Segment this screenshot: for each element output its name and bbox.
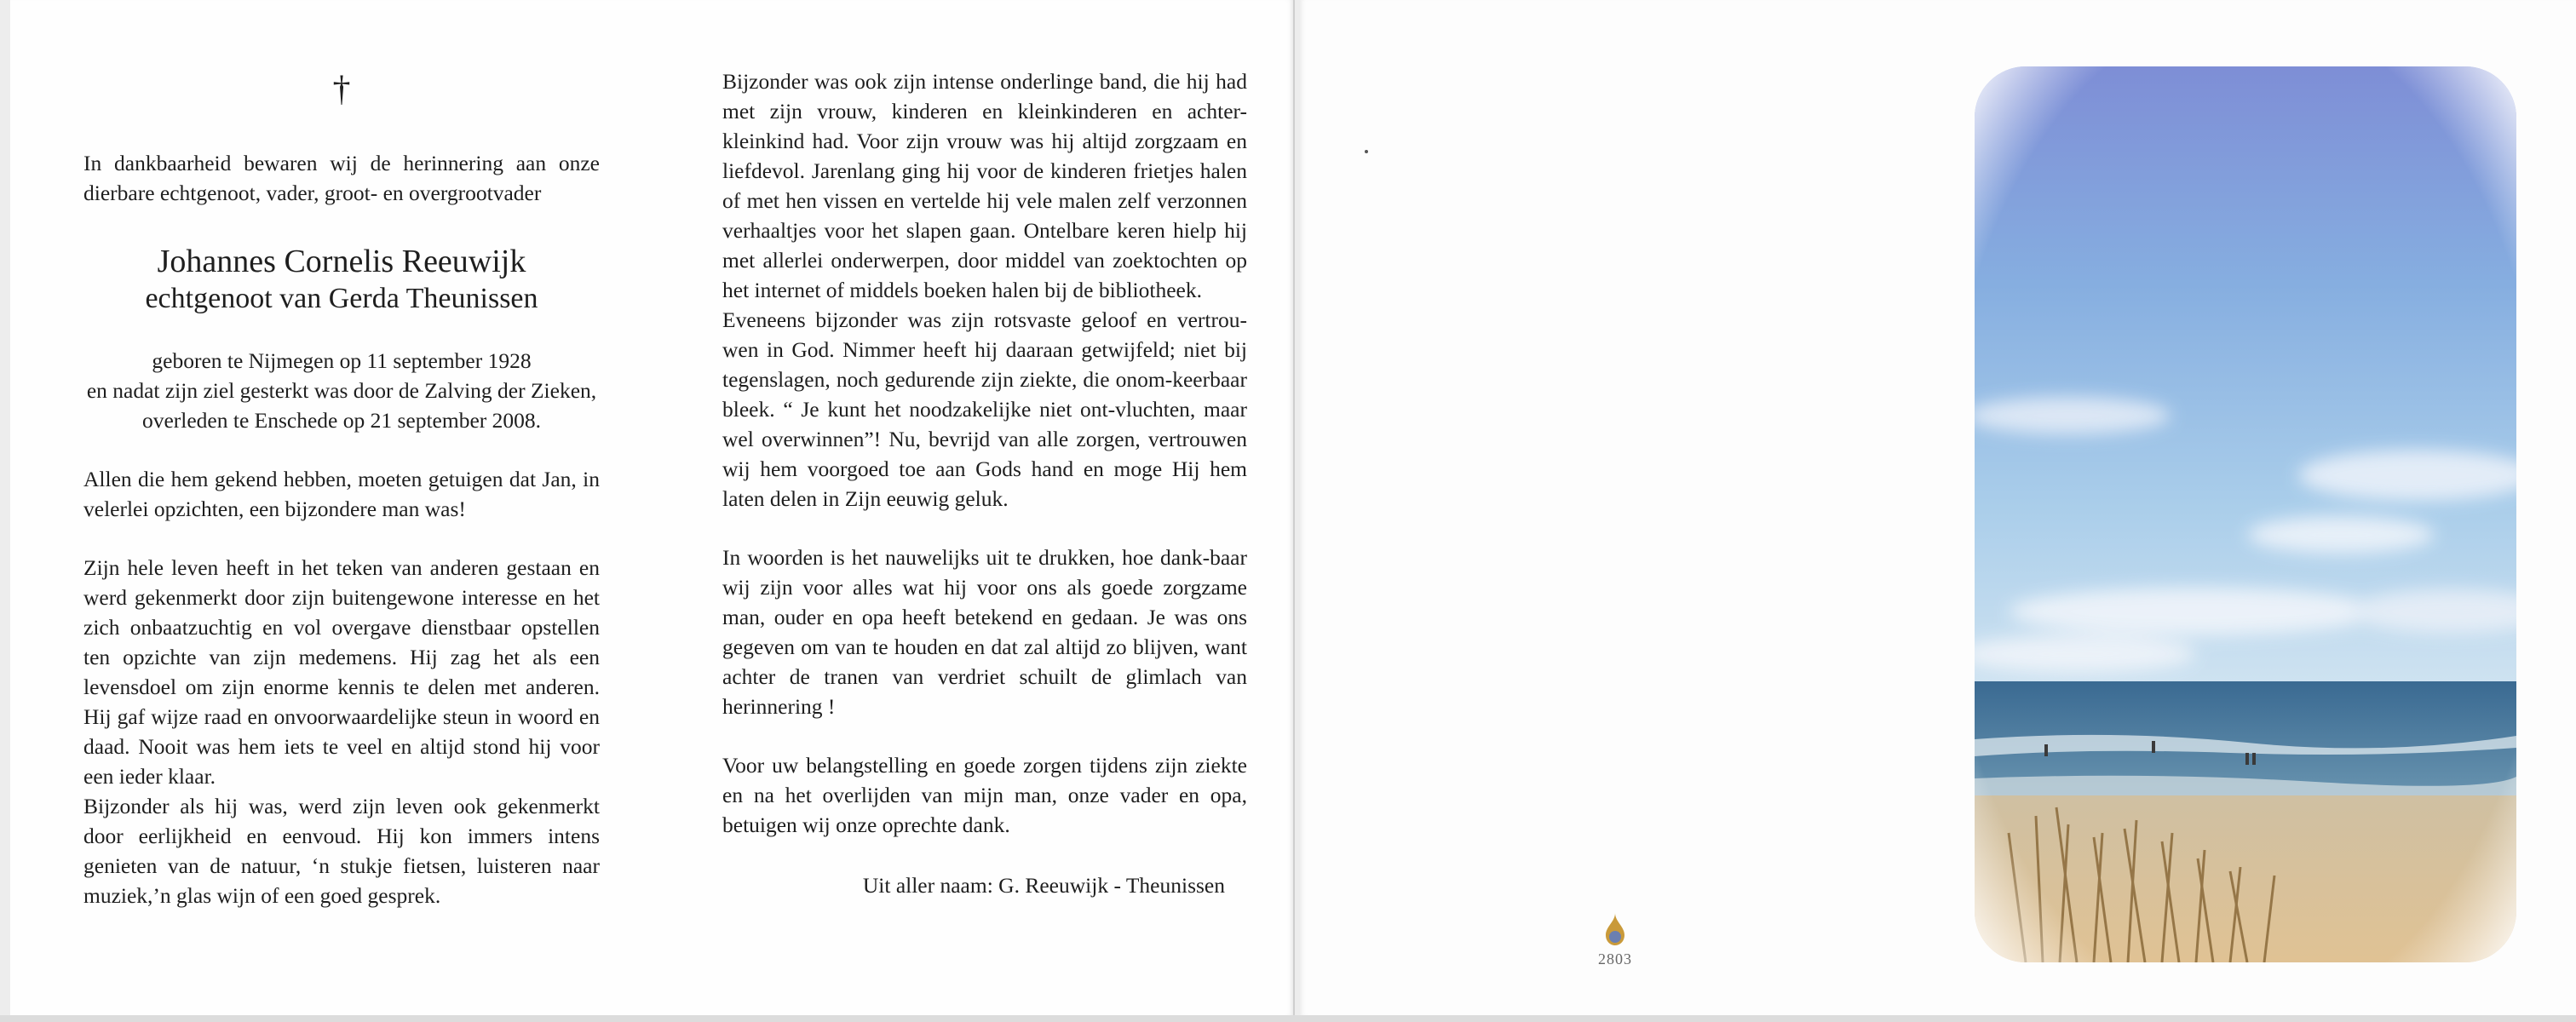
signature-line: Uit aller naam: G. Reeuwijk - Theunissen	[862, 873, 1225, 898]
spouse-line: echtgenoot van Gerda Theunissen	[145, 283, 538, 314]
deceased-name: Johannes Cornelis Reeuwijk	[157, 244, 526, 279]
paragraph: In woorden is het nauwelijks uit te drukken, hoe dank-baar wij zijn voor alles wat hij voor ons als goede zorgzame man, ouder en opa heeft betekend en gedaan. Je was ons gegeven om van te houden en dat zal altijd zo blijven, want achter de tranen van verdriet schuilt de glimlach van herinnering !	[722, 545, 1247, 719]
sacrament-line: en nadat zijn ziel gesterkt was door de Zalving der Zieken,	[86, 378, 597, 403]
paragraph: Eveneens bijzonder was zijn rotsvaste geloof en vertrou-wen in God. Nimmer heeft hij daaraan getwijfeld; niet bij tegenslagen, noch gedurende zijn ziekte, die onom-keerbaar bleek. “ Je kunt het noodzakelijke niet ont-vluchten, maar wel overwinnen”! Nu, bevrijd van alle zorgen, vertrouwen wij hem voorgoed toe aan Gods hand en moge Hij hem laten delen in Zijn eeuwig geluk.	[722, 307, 1247, 511]
paragraph: Bijzonder als hij was, werd zijn leven ook gekenmerkt door eerlijkheid en eenvoud. Hij kon immers intens genieten van de natuur, ‘n stukje fietsen, luisteren naar muziek,’n glas wijn of een goed gesprek.	[83, 794, 600, 908]
birth-line: geboren te Nijmegen op 11 september 1928	[152, 348, 532, 373]
death-line: overleden te Enschede op 21 september 2008.	[141, 408, 542, 433]
beach-photo	[1975, 66, 2516, 962]
card-inside-page	[10, 0, 1295, 1015]
beach-dunes-image	[1975, 66, 2516, 962]
paper-speck	[1365, 150, 1368, 153]
printer-mark	[1598, 911, 1632, 968]
paragraph: Allen die hem gekend hebben, moeten getuigen dat Jan, in velerlei opzichten, een bijzondere man was!	[83, 467, 600, 521]
print-code: 2803	[1598, 950, 1632, 967]
intro-text: In dankbaarheid bewaren wij de herinnering aan onze dierbare echtgenoot, vader, groot- en overgrootvader	[83, 151, 600, 205]
right-text-column	[722, 66, 1247, 900]
cross-icon: †	[332, 70, 351, 109]
paragraph: Zijn hele leven heeft in het teken van anderen gestaan en werd gekenmerkt door zijn buitengewone interesse en het zich onbaatzuchtig en vol overgave dienstbaar opstellen ten opzichte van zijn medemens. Hij zag het als een levensdoel om zijn enorme kennis te delen met anderen. Hij gaf wijze raad en onvoorwaardelijke steun in woord en daad. Nooit was hem iets te veel en altijd stond hij voor een ieder klaar.	[83, 555, 600, 789]
flame-drop-icon	[1602, 911, 1628, 949]
paragraph: Voor uw belangstelling en goede zorgen tijdens zijn ziekte en na het overlijden van mijn man, onze vader en opa, betuigen wij onze oprechte dank.	[722, 753, 1247, 837]
scan-bottom-edge	[0, 1015, 2576, 1022]
paragraph: Bijzonder was ook zijn intense onderlinge band, die hij had met zijn vrouw, kinderen en kleinkinderen en achter-kleinkind had. Voor zijn vrouw was hij altijd zorgzaam en liefdevol. Jarenlang ging hij voor de kinderen frietjes halen of met hen vissen en vertelde hij vele malen zelf verzonnen verhaaltjes voor het slapen gaan. Ontelbare keren hielp hij met allerlei onderwerpen, door middel van zoektochten op het internet of middels boeken halen bij de bibliotheek.	[722, 69, 1247, 302]
left-text-column	[83, 68, 600, 910]
